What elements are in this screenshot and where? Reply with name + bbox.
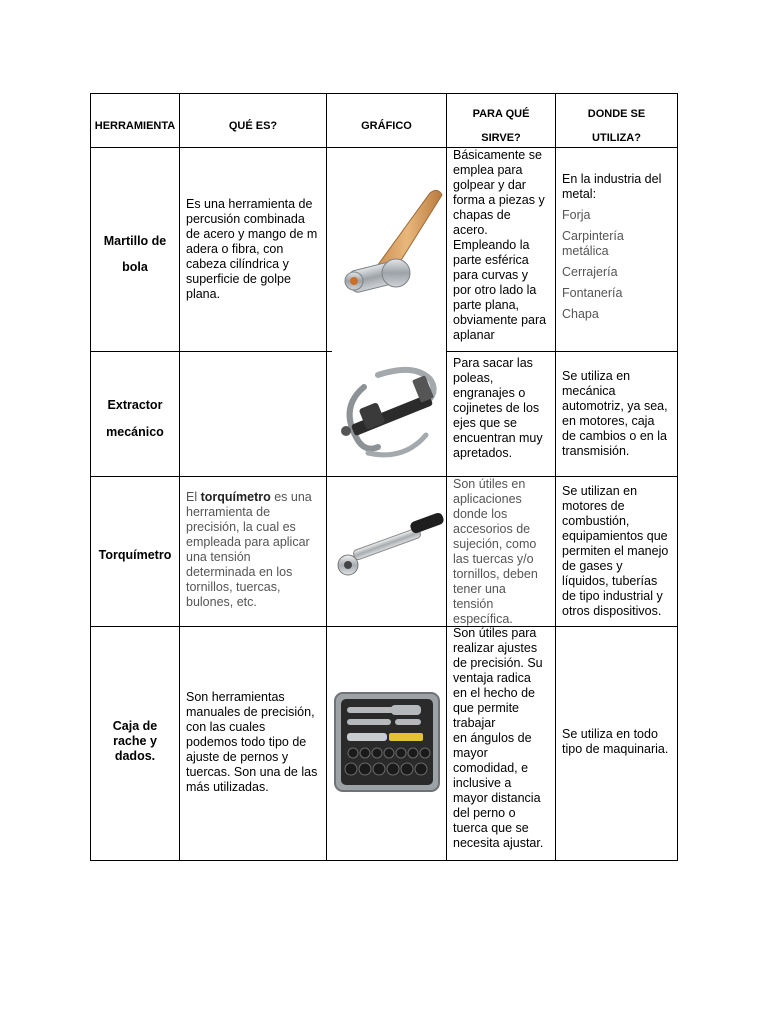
row1-where-item: Forja	[562, 208, 591, 222]
row2-purpose-line: cojinetes de los	[453, 401, 540, 415]
header-tool: HERRAMIENTA	[94, 120, 176, 132]
row3-tool: Torquímetro	[98, 548, 172, 562]
row3-purpose-line: sujeción, como	[453, 537, 537, 551]
row3-purpose-line: accesorios de	[453, 522, 531, 536]
row3-purpose	[453, 477, 557, 627]
row4-what-line: tuercas. Son una de las	[186, 765, 318, 779]
col-divider-3	[446, 93, 447, 861]
row2-purpose-line: apretados.	[453, 446, 513, 460]
border-right	[677, 93, 678, 861]
torque-wrench-image	[334, 503, 446, 583]
row1-purpose-line: parte esférica	[453, 253, 529, 267]
row4-purpose-line: de precisión. Su	[453, 656, 543, 670]
row3-purpose-line: aplicaciones	[453, 492, 522, 506]
row2-tool-line2: mecánico	[106, 425, 164, 439]
row1-purpose-line: golpear y dar	[453, 178, 526, 192]
row3-what	[186, 490, 324, 610]
row2-where-line: Se utiliza en	[562, 369, 631, 383]
row3-where-line: motores de	[562, 499, 625, 513]
row1-purpose	[453, 148, 557, 343]
row4-purpose-line: ventaja radica	[453, 671, 531, 685]
row2-where-line: automotriz, ya sea,	[562, 399, 668, 413]
row1-what-line: de acero y mango de m	[186, 227, 318, 241]
row2-where	[562, 369, 676, 459]
gear-puller-image	[334, 357, 446, 467]
row1-what-line: superficie de golpe	[186, 272, 291, 286]
row4-what-line: con las cuales	[186, 720, 266, 734]
row4-where	[562, 727, 676, 757]
row3-purpose-line: tensión	[453, 597, 494, 611]
row3-where-line: líquidos, tuberías	[562, 574, 658, 588]
row1-where-item: Cerrajería	[562, 265, 618, 279]
row2-purpose-line: Para sacar las	[453, 356, 533, 370]
row2-purpose-line: engranajes o	[453, 386, 526, 400]
row4-purpose-line: que permite	[453, 701, 520, 715]
row1-what	[186, 197, 324, 302]
col-divider-1	[179, 93, 180, 861]
row1-where-item: Chapa	[562, 307, 599, 321]
row4-tool-line: dados.	[114, 749, 156, 763]
header-purpose-1: PARA QUÉ	[472, 108, 530, 120]
row1-where-item: Carpintería	[562, 229, 624, 243]
row3-purpose-line: donde los	[453, 507, 508, 521]
header-what: QUÉ ES?	[228, 120, 278, 132]
ball-peen-hammer-image	[334, 183, 446, 313]
row3-where-line: Se utilizan en	[562, 484, 638, 498]
row1-purpose-line: obviamente para	[453, 313, 547, 327]
row4-where-line: Se utiliza en todo	[562, 727, 658, 741]
row-divider-1	[90, 147, 678, 148]
row3-what-suffix: es una	[270, 490, 312, 504]
row4-purpose-line: mayor	[453, 746, 488, 760]
row1-where-line: metal:	[562, 187, 597, 201]
row1-purpose-line: emplea para	[453, 163, 523, 177]
row3-what-prefix: El	[186, 490, 201, 504]
row4-purpose-line: en el hecho de	[453, 686, 536, 700]
row3-what-bold: torquímetro	[200, 490, 271, 504]
row1-purpose-line: por otro lado la	[453, 283, 537, 297]
row1-what-line: Es una herramienta de	[186, 197, 313, 211]
col-divider-2	[326, 93, 327, 861]
row3-what-first-line	[186, 490, 324, 505]
row4-purpose-line: realizar ajustes	[453, 641, 538, 655]
row3-what-line: precisión, la cual es	[186, 520, 296, 534]
row3-purpose-line: específica.	[453, 612, 513, 626]
row1-where	[562, 172, 676, 322]
row4-where-line: tipo de maquinaria.	[562, 742, 669, 756]
row1-where-item: Fontanería	[562, 286, 623, 300]
row3-where-line: de gases y	[562, 559, 623, 573]
row3-where	[562, 484, 676, 619]
row2-tool-line1: Extractor	[107, 398, 163, 412]
row4-purpose-line: necesita ajustar.	[453, 836, 544, 850]
row3-what-line: empleada para aplicar	[186, 535, 310, 549]
row2-where-line: de cambios o en la	[562, 429, 667, 443]
row1-where-item: metálica	[562, 244, 609, 258]
row4-tool-line: rache y	[113, 734, 157, 748]
row2-where-line: mecánica	[562, 384, 616, 398]
row1-what-line: adera o fibra, con	[186, 242, 284, 256]
row-divider-2a	[90, 351, 332, 352]
row2-purpose-line: encuentran muy	[453, 431, 543, 445]
row2-purpose	[453, 356, 557, 461]
header-where-2: UTILIZA?	[592, 132, 641, 144]
row4-purpose-line: en ángulos de	[453, 731, 532, 745]
row1-purpose-line: parte plana,	[453, 298, 520, 312]
row1-what-line: plana.	[186, 287, 221, 301]
row4-what-line: Son herramientas	[186, 690, 285, 704]
header-where-1: DONDE SE	[587, 108, 646, 120]
row4-purpose-line: inclusive a	[453, 776, 512, 790]
row1-what-line: percusión combinada	[186, 212, 305, 226]
header-graphic: GRÁFICO	[361, 120, 412, 132]
row4-purpose-line: Son útiles para	[453, 626, 537, 640]
row3-what-line: una tensión	[186, 550, 251, 564]
row-divider-2b	[446, 351, 678, 352]
row1-purpose-line: forma a piezas y	[453, 193, 545, 207]
row3-what-line: tornillos, tuercas,	[186, 580, 281, 594]
row4-purpose-line: mayor distancia	[453, 791, 541, 805]
row4-what	[186, 690, 324, 795]
row4-what-line: manuales de precisión,	[186, 705, 315, 719]
row4-what-line: más utilizadas.	[186, 780, 269, 794]
row3-what-line: determinada en los	[186, 565, 293, 579]
row3-what-line: herramienta de	[186, 505, 271, 519]
row4-purpose-line: tuerca que se	[453, 821, 529, 835]
row3-where-line: equipamientos que	[562, 529, 668, 543]
row2-purpose-line: ejes que se	[453, 416, 517, 430]
header-purpose-2: SIRVE?	[481, 132, 521, 144]
row4-purpose-line: comodidad, e	[453, 761, 529, 775]
row3-where-line: de tipo industrial y	[562, 589, 663, 603]
row4-tool-line: Caja de	[112, 719, 158, 733]
row3-where-line: permiten el manejo	[562, 544, 669, 558]
row1-purpose-line: Básicamente se	[453, 148, 542, 162]
row4-tool	[91, 719, 179, 764]
row-divider-3	[90, 476, 678, 477]
row1-what-line: cabeza cilíndrica y	[186, 257, 289, 271]
row2-purpose-line: poleas,	[453, 371, 494, 385]
row2-where-line: en motores, caja	[562, 414, 655, 428]
row-divider-4	[90, 626, 678, 627]
row4-purpose-line: del perno o	[453, 806, 516, 820]
row1-purpose-line: chapas de	[453, 208, 511, 222]
row4-what-line: ajuste de pernos y	[186, 750, 289, 764]
row4-purpose	[453, 626, 557, 851]
row2-where-line: transmisión.	[562, 444, 630, 458]
row1-purpose-line: para curvas y	[453, 268, 529, 282]
row3-where-line: combustión,	[562, 514, 630, 528]
tools-table	[90, 93, 678, 861]
row3-purpose-line: Son útiles en	[453, 477, 526, 491]
row1-purpose-line: aplanar	[453, 328, 495, 342]
row1-where-line: En la industria del	[562, 172, 662, 186]
row3-what-line: bulones, etc.	[186, 595, 257, 609]
row4-purpose-line: trabajar	[453, 716, 496, 730]
row3-where-line: otros dispositivos.	[562, 604, 662, 618]
row1-tool-line2: bola	[122, 260, 148, 274]
row1-tool-line1: Martillo de	[103, 234, 167, 248]
row1-purpose-line: Empleando la	[453, 238, 530, 252]
row4-what-line: podemos todo tipo de	[186, 735, 307, 749]
row3-purpose-line: tener una	[453, 582, 506, 596]
socket-set-case-image	[333, 689, 441, 795]
row3-purpose-line: las tuercas y/o	[453, 552, 534, 566]
row3-purpose-line: tornillos, deben	[453, 567, 538, 581]
row1-purpose-line: acero.	[453, 223, 488, 237]
